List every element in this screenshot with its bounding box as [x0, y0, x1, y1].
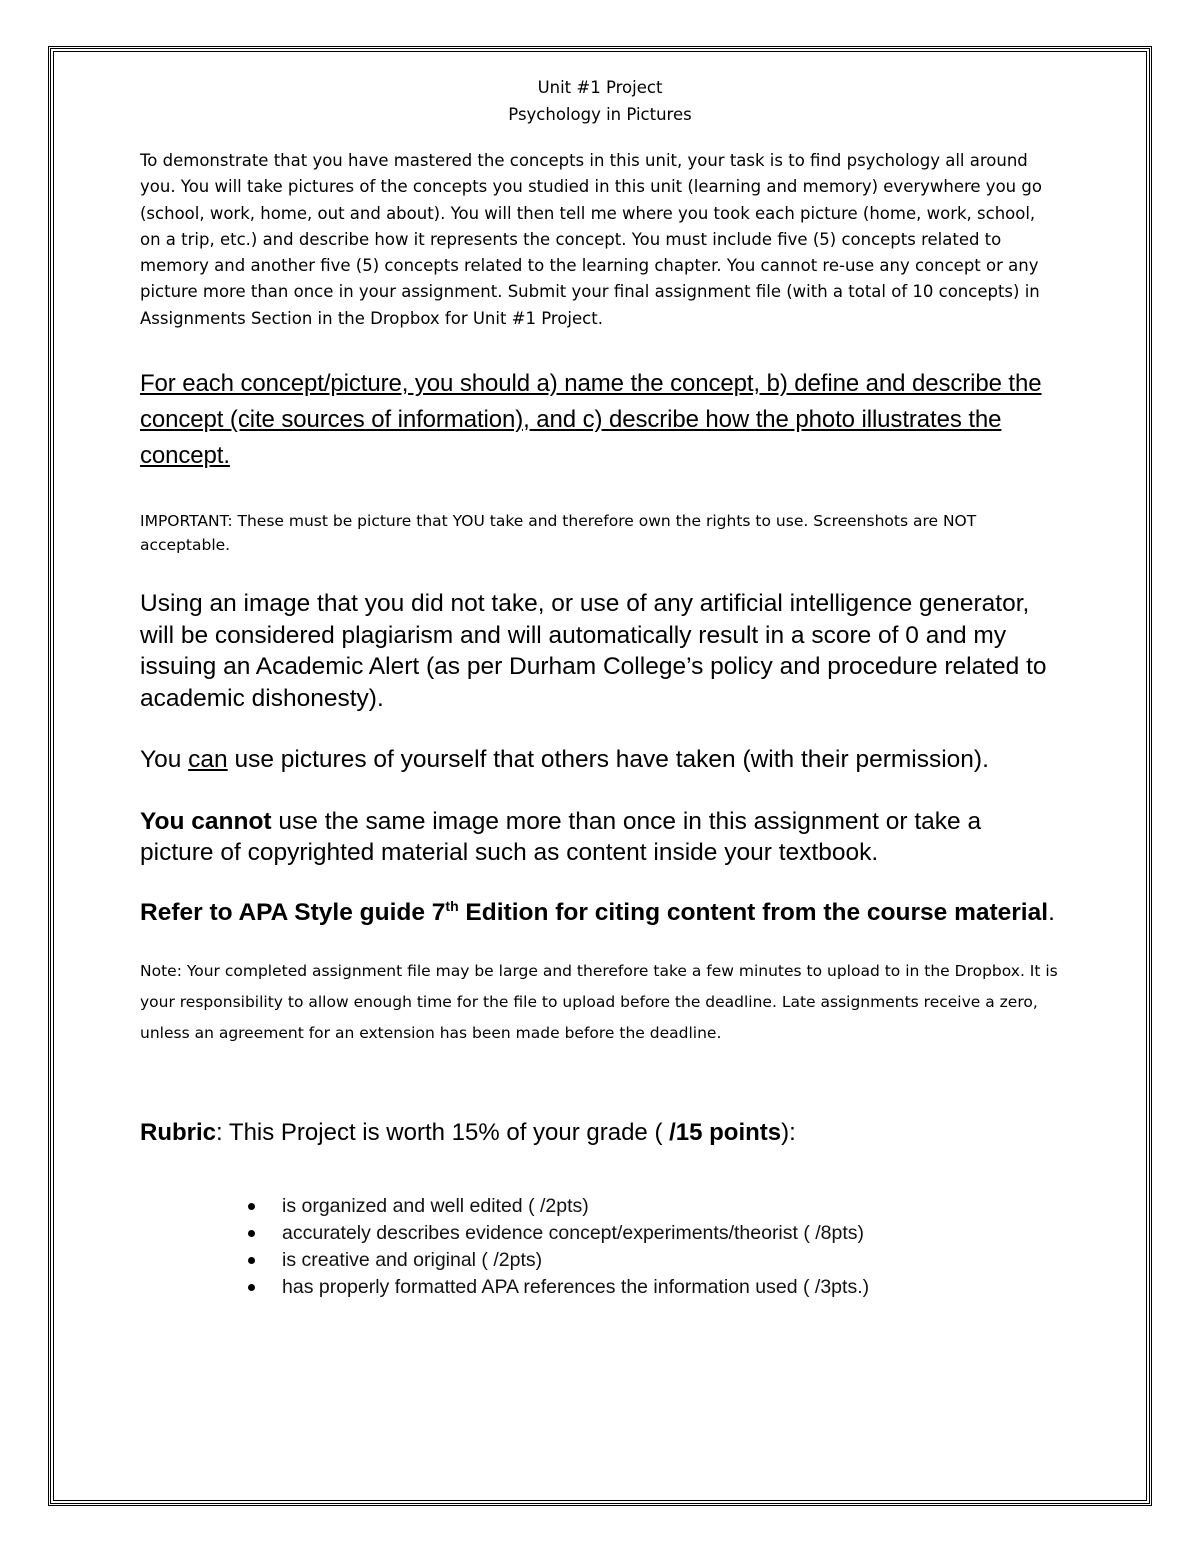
- bullet-icon: [248, 1257, 255, 1264]
- plagiarism-warning: Using an image that you did not take, or use of any artificial intelligence generator, will be considered plagiarism and will automatically result in a score of 0 and my issuing an Academic Alert (as per Durham College’s policy and procedure related to academic dishonesty).: [140, 590, 1047, 712]
- restriction-bold: You cannot: [140, 807, 272, 835]
- rubric-points: /15 points: [669, 1119, 782, 1147]
- document-title: [140, 74, 1060, 128]
- bullet-icon: [248, 1284, 255, 1291]
- rubric-text-1: : This Project is worth 15% of your grade (: [216, 1119, 670, 1147]
- apa-superscript: th: [445, 897, 459, 914]
- note-paragraph: Note: Your completed assignment file may be large and therefore take a few minutes to upload to in the Dropbox. It is your responsibility to allow enough time for the file to upload before the deadline. Late assignments receive a zero, unless an agreement for an extension has been made before the deadline.: [140, 962, 1058, 1043]
- rubric-label: Rubric: [140, 1119, 217, 1147]
- permission-text-end: use pictures of yourself that others have taken (with their permission).: [227, 746, 989, 774]
- restriction-text: use the same image more than once in this assignment or take a picture of copyrighted material such as content inside your textbook.: [140, 807, 982, 867]
- important-notice: IMPORTANT: These must be picture that YOU take and therefore own the rights to use. Screenshots are NOT acceptable.: [140, 512, 977, 555]
- apa-paragraph: [140, 897, 1060, 929]
- document-body: [140, 74, 1060, 1301]
- bullet-icon: [248, 1203, 255, 1210]
- rubric-item-text: accurately describes evidence concept/experiments/theorist ( /8pts): [282, 1222, 865, 1245]
- apa-text-end: Edition for citing content from the course material: [458, 898, 1049, 926]
- permission-paragraph: [140, 744, 1060, 776]
- rubric-list: [140, 1193, 1060, 1301]
- rubric-text-2: ):: [781, 1119, 796, 1147]
- title-line-2: Psychology in Pictures: [508, 105, 692, 124]
- rubric-item-text: is organized and well edited ( /2pts): [282, 1195, 589, 1218]
- intro-paragraph: To demonstrate that you have mastered the concepts in this unit, your task is to find psychology all around you. You will take pictures of the concepts you studied in this unit (learning and memory) everywhere you go (school, work, home, out and about). You will then tell me where you took each picture (home, work, school, on a trip, etc.) and describe how it represents the concept. You must include five (5) concepts related to memory and another five (5) concepts related to the learning chapter. You cannot re-use any concept or any picture more than once in your assignment. Submit your final assignment file (with a total of 10 concepts) in Assignments Section in the Dropbox for Unit #1 Project.: [140, 151, 1042, 328]
- rubric-item: [248, 1193, 1060, 1220]
- permission-text-start: You: [140, 746, 189, 774]
- task-instruction: For each concept/picture, you should a) name the concept, b) define and describe the concept (cite sources of information), and c) describe how the photo illustrates the concept.: [140, 370, 1042, 470]
- title-line-1: Unit #1 Project: [537, 78, 663, 97]
- rubric-item: [248, 1220, 1060, 1247]
- rubric-item: [248, 1247, 1060, 1274]
- restriction-paragraph: [140, 806, 1060, 869]
- rubric-item-text: has properly formatted APA references the information used ( /3pts.): [282, 1276, 870, 1299]
- bullet-icon: [248, 1230, 255, 1237]
- apa-text-start: Refer to APA Style guide 7: [140, 898, 446, 926]
- rubric-item-text: is creative and original ( /2pts): [282, 1249, 543, 1272]
- apa-period: .: [1048, 898, 1055, 926]
- permission-emphasis: can: [188, 746, 228, 774]
- rubric-item: [248, 1274, 1060, 1301]
- rubric-heading: [140, 1117, 1060, 1148]
